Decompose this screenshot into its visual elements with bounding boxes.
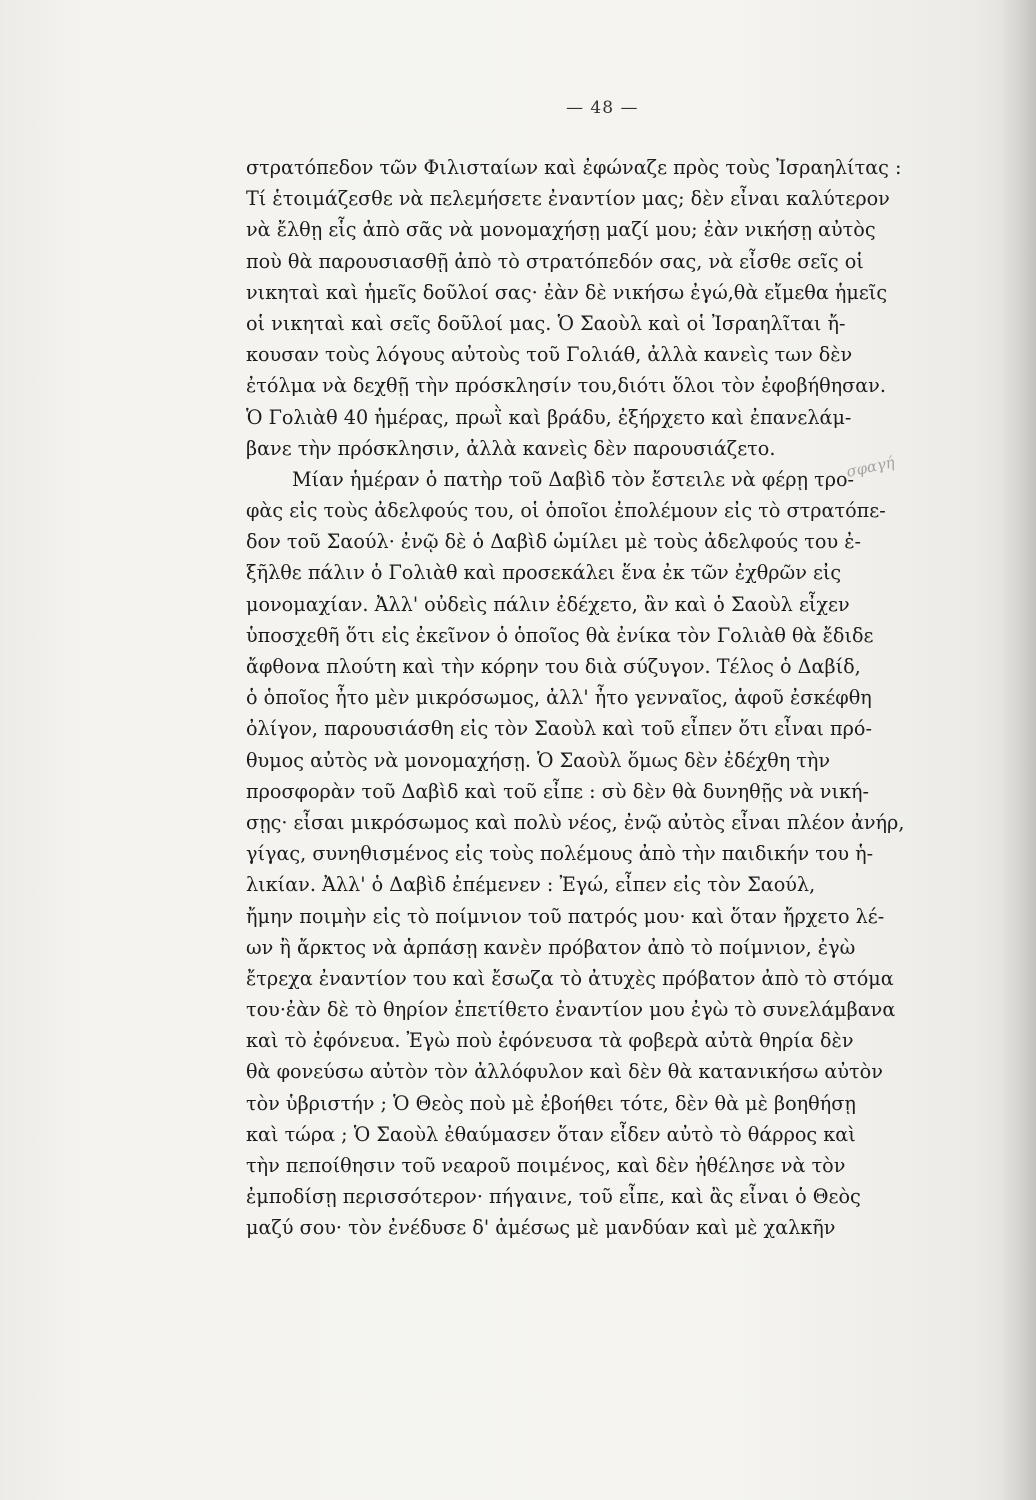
text-line: ἤμην ποιμὴν εἰς τὸ ποίμνιον τοῦ πατρός μου· καὶ ὅταν ἤρχετο λέ- <box>246 904 885 928</box>
text-line: θυμος αὐτὸς νὰ μονομαχήσῃ. Ὁ Σαοὺλ ὅμως δὲν ἐδέχθη τὴν <box>246 748 831 772</box>
text-line: μονομαχίαν. Ἀλλ' οὐδεὶς πάλιν ἐδέχετο, ἂν καὶ ὁ Σαοὺλ εἶχεν <box>246 592 850 616</box>
text-line: ὁ ὁποῖος ἦτο μὲν μικρόσωμος, ἀλλ' ἦτο γενναῖος, ἀφοῦ ἐσκέφθη <box>246 686 872 710</box>
text-line: ξῆλθε πάλιν ὁ Γολιὰθ καὶ προσεκάλει ἕνα ἐκ τῶν ἐχθρῶν εἰς <box>246 561 842 585</box>
text-line: καὶ τώρα ; Ὁ Σαοὺλ ἐθαύμασεν ὅταν εἶδεν αὐτὸ τὸ θάρρος καὶ <box>246 1122 856 1146</box>
page-number: — 48 — <box>566 98 639 118</box>
text-line: στρατόπεδον τῶν Φιλισταίων καὶ ἐφώναζε πρὸς τοὺς Ἰσραηλίτας : <box>246 156 902 179</box>
text-line: νικηταὶ καὶ ἡμεῖς δοῦλοί σας· ἐὰν δὲ νικήσω ἐγώ,θὰ εἴμεθα ἡμεῖς <box>246 280 888 304</box>
text-line: ποὺ θὰ παρουσιασθῇ ἀπὸ τὸ στρατόπεδόν σας, νὰ εἶσθε σεῖς οἱ <box>246 249 864 273</box>
text-line: νὰ ἔλθῃ εἷς ἀπὸ σᾶς νὰ μονομαχήσῃ μαζί μου; ἐὰν νικήσῃ αὐτὸς <box>246 218 876 242</box>
page-edge-shadow <box>1000 0 1036 1500</box>
text-line: δον τοῦ Σαούλ· ἐνῷ δὲ ὁ Δαβὶδ ὡμίλει μὲ τοὺς ἀδελφούς του ἐ- <box>246 530 862 554</box>
text-line: θὰ φονεύσω αὐτὸν τὸν ἀλλόφυλον καὶ δὲν θὰ κατανικήσω αὐτὸν <box>246 1060 883 1084</box>
text-line: καὶ τὸ ἐφόνευα. Ἐγὼ ποὺ ἐφόνευσα τὰ φοβερὰ αὐτὰ θηρία δὲν <box>246 1029 854 1053</box>
text-line: γίγας, συνηθισμένος εἰς τοὺς πολέμους ἀπὸ τὴν παιδικήν του ἡ- <box>246 842 874 866</box>
text-line: ὑποσχεθῆ ὅτι εἰς ἐκεῖνον ὁ ὁποῖος θὰ ἐνίκα τὸν Γολιὰθ θὰ ἔδιδε <box>246 623 874 647</box>
text-line: φὰς εἰς τοὺς ἀδελφούς του, οἱ ὁποῖοι ἐπολέμουν εἰς τὸ στρατόπε- <box>246 499 886 523</box>
text-line: ἔτρεχα ἐναντίον του καὶ ἔσωζα τὸ ἀτυχὲς πρόβατον ἀπὸ τὸ στόμα <box>246 966 894 990</box>
text-line: οἱ νικηταὶ καὶ σεῖς δοῦλοί μας. Ὁ Σαοὺλ καὶ οἱ Ἰσραηλῖται ἤ- <box>246 311 846 335</box>
text-line: τὸν ὑβριστήν ; Ὁ Θεὸς ποὺ μὲ ἐβοήθει τότε, δὲν θὰ μὲ βοηθήσῃ <box>246 1091 856 1115</box>
paragraph-start-line: Μίαν ἡμέραν ὁ πατὴρ τοῦ Δαβὶδ τὸν ἔστειλε νὰ φέρῃ τρο- <box>292 467 855 491</box>
text-line: ἐτόλμα νὰ δεχθῇ τὴν πρόσκλησίν του,διότι ὅλοι τὸν ἐφοβήθησαν. <box>246 374 886 398</box>
text-line: ων ἢ ἄρκτος νὰ ἁρπάσῃ κανὲν πρόβατον ἀπὸ τὸ ποίμνιον, ἐγὼ <box>246 935 856 959</box>
text-line: του·ἐὰν δὲ τὸ θηρίον ἐπετίθετο ἐναντίον μου ἐγὼ τὸ συνελάμβανα <box>246 998 896 1022</box>
text-line: λικίαν. Ἀλλ' ὁ Δαβὶδ ἐπέμενεν : Ἐγώ, εἶπεν εἰς τὸν Σαούλ, <box>246 873 816 897</box>
text-line: Τί ἑτοιμάζεσθε νὰ πελεμήσετε ἐναντίον μας; δὲν εἶναι καλύτερον <box>246 187 890 211</box>
text-line: ὀλίγον, παρουσιάσθη εἰς τὸν Σαοὺλ καὶ τοῦ εἶπεν ὅτι εἶναι πρό- <box>246 717 872 741</box>
text-line: Ὁ Γολιὰθ 40 ἡμέρας, πρωῒ καὶ βράδυ, ἐξήρχετο καὶ ἐπανελάμ- <box>246 405 852 429</box>
text-line: ἐμποδίσῃ περισσότερον· πήγαινε, τοῦ εἶπε, καὶ ἂς εἶναι ὁ Θεὸς <box>246 1185 861 1209</box>
text-line: τὴν πεποίθησιν τοῦ νεαροῦ ποιμένος, καὶ δὲν ἠθέλησε νὰ τὸν <box>246 1154 846 1177</box>
text-line: ἄφθονα πλούτη καὶ τὴν κόρην του διὰ σύζυγον. Τέλος ὁ Δαβίδ, <box>246 655 861 678</box>
text-line: προσφορὰν τοῦ Δαβὶδ καὶ τοῦ εἶπε : σὺ δὲν θὰ δυνηθῇς νὰ νική- <box>246 779 869 803</box>
body-text <box>246 152 976 1244</box>
text-line: κουσαν τοὺς λόγους αὐτοὺς τοῦ Γολιάθ, ἀλλὰ κανεὶς των δὲν <box>246 343 853 367</box>
text-line: σῃς· εἶσαι μικρόσωμος καὶ πολὺ νέος, ἐνῷ αὐτὸς εἶναι πλέον ἀνήρ, <box>246 810 905 834</box>
text-line: βανε τὴν πρόσκλησιν, ἀλλὰ κανεὶς δὲν παρουσιάζετο. <box>246 436 776 460</box>
text-line: μαζύ σου· τὸν ἐνέδυσε δ' ἀμέσως μὲ μανδύαν καὶ μὲ χαλκῆν <box>246 1216 836 1240</box>
handwritten-marginal-note: σφαγή <box>844 453 897 481</box>
